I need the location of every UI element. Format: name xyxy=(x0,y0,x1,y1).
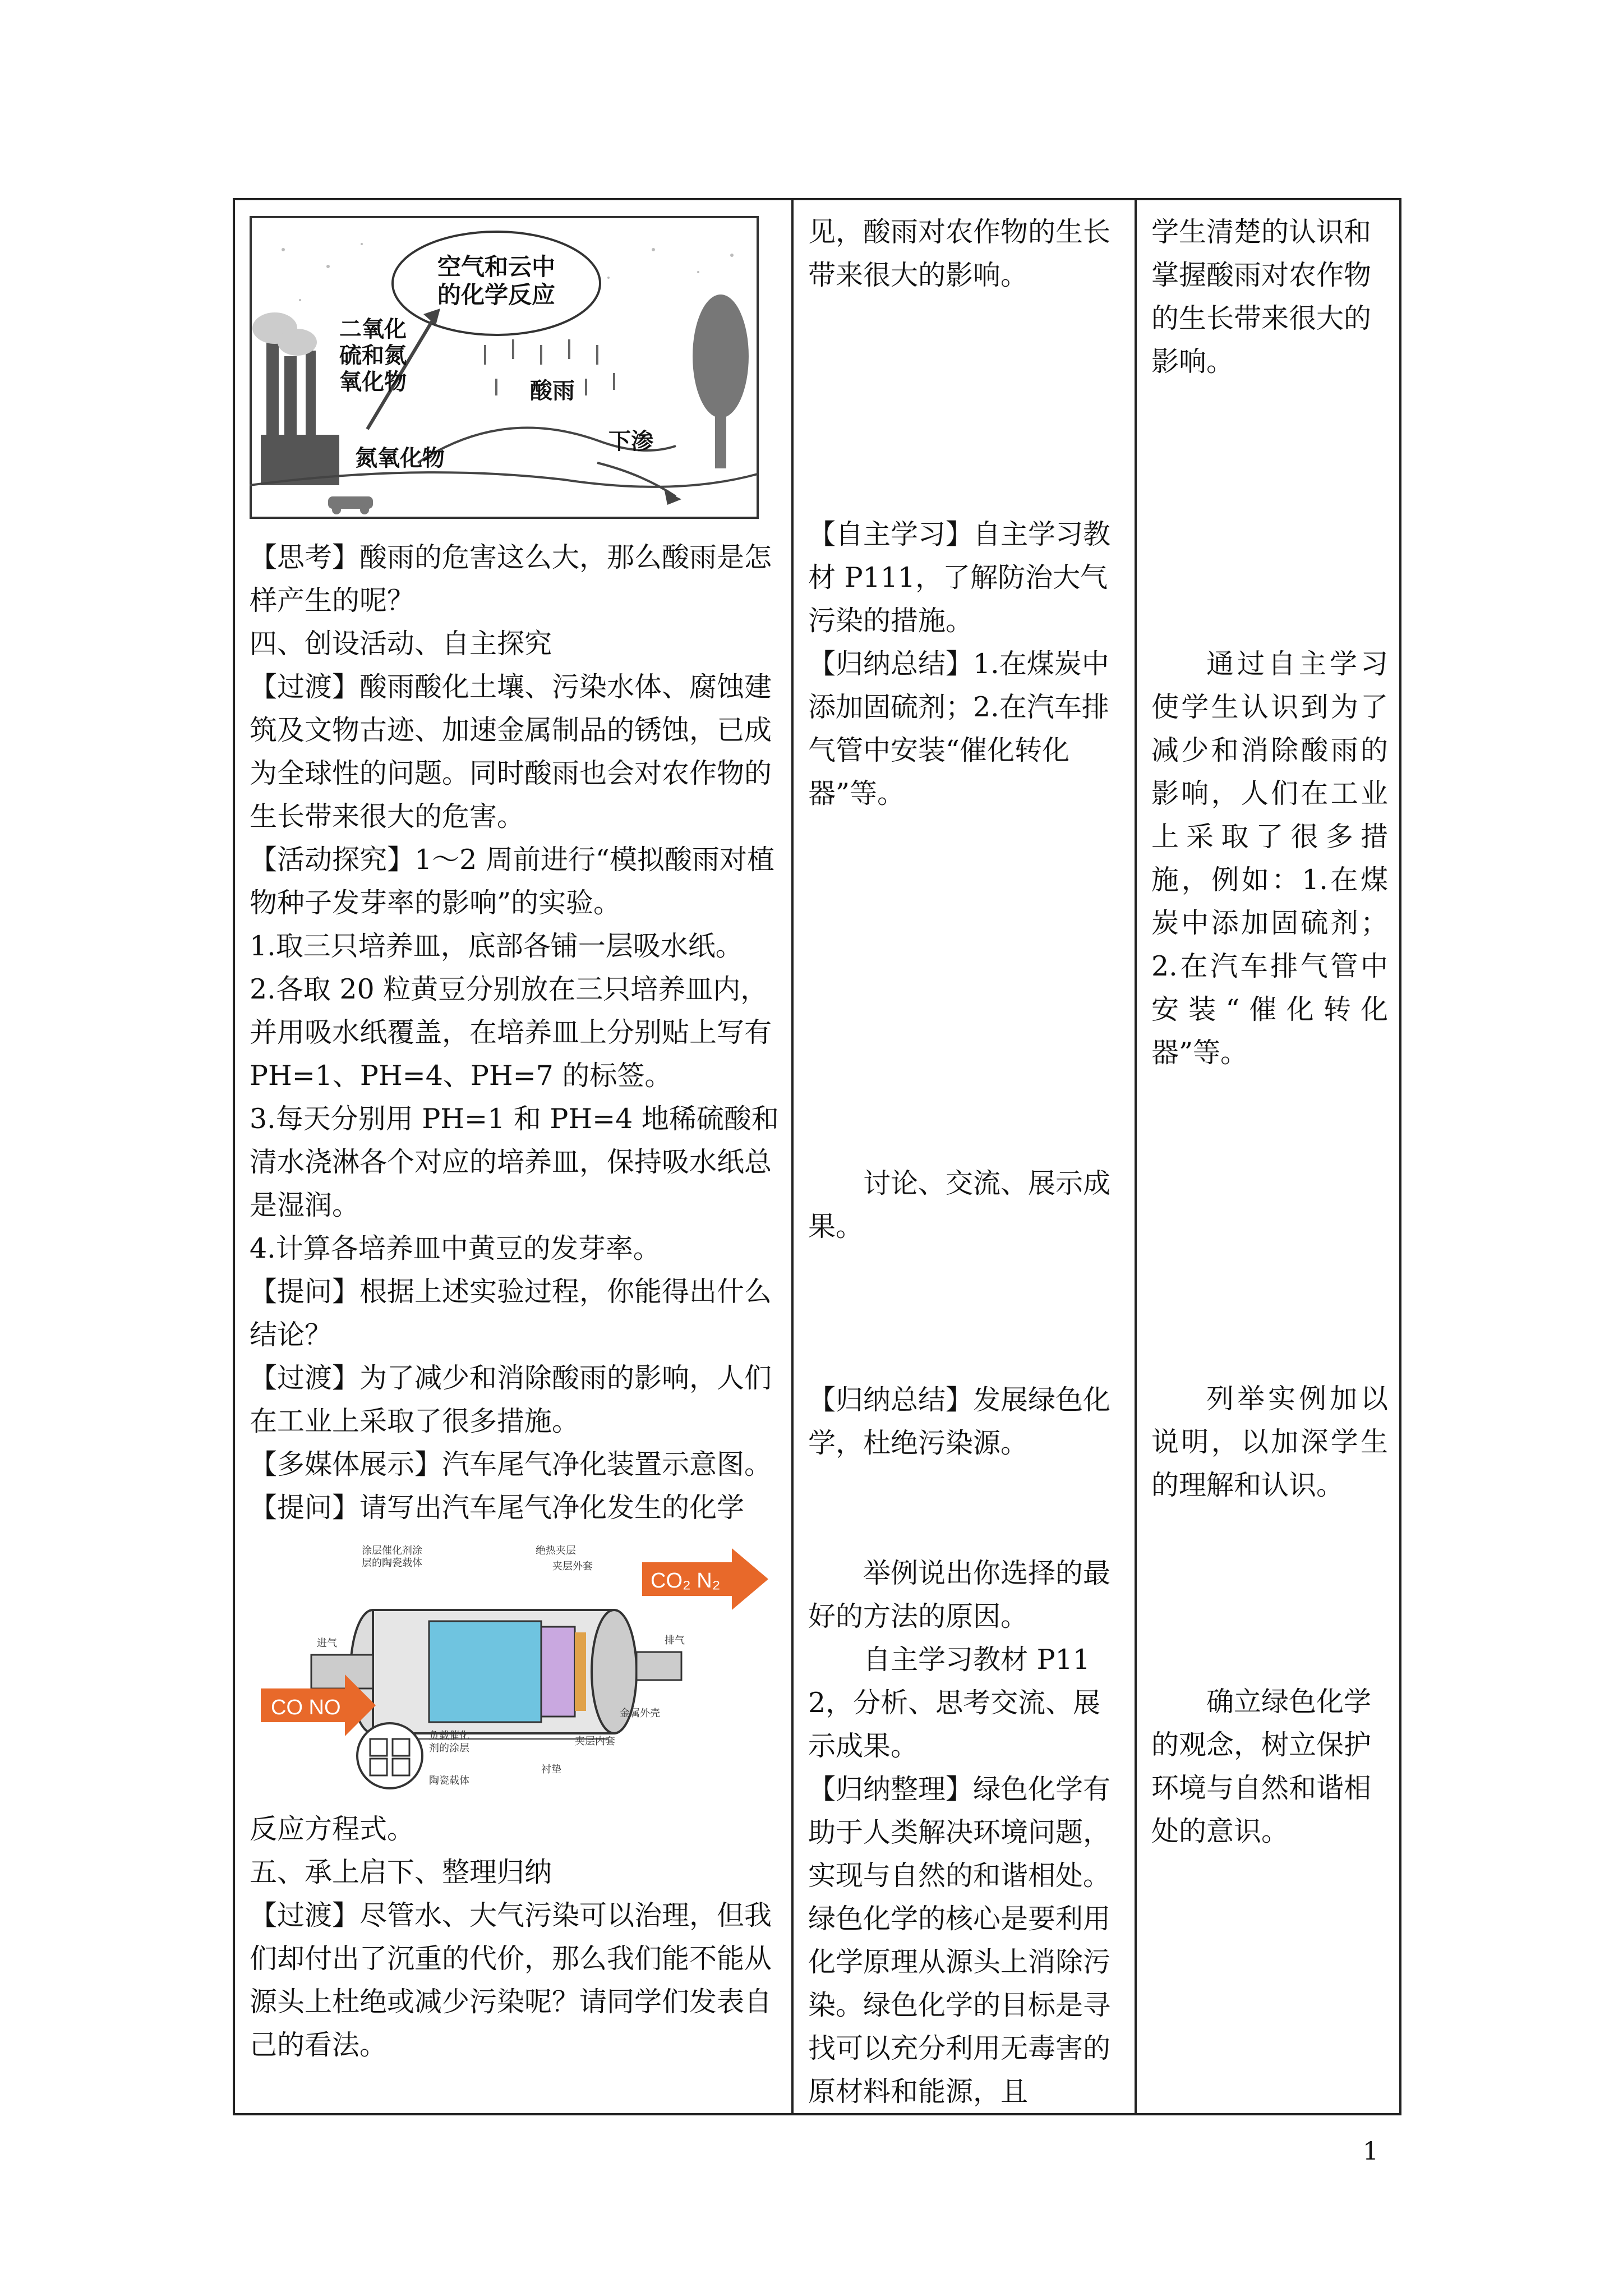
media-text: 【多媒体展示】汽车尾气净化装置示意图。 xyxy=(250,1448,772,1480)
bubble-line2: 的化学反应 xyxy=(437,281,556,309)
lesson-table xyxy=(233,198,1401,2115)
lbl-metal-shell: 金属外壳 xyxy=(620,1708,660,1719)
col3-p3: 列举实例加以说明，以加深学生的理解和认识。 xyxy=(1151,1383,1388,1501)
lbl-ceramic-carrier: 陶瓷载体 xyxy=(429,1775,469,1787)
think-text: 【思考】酸雨的危害这么大，那么酸雨是怎样产生的呢？ xyxy=(250,541,772,616)
section5-heading: 五、承上启下、整理归纳 xyxy=(250,1856,552,1888)
label-seep: 下渗 xyxy=(608,428,653,454)
transition3-text: 【过渡】尽管水、大气污染可以治理，但我们却付出了沉重的代价，那么我们能不能从源头上杜绝或减少污染呢？请同学们发表自己的看法。 xyxy=(250,1899,772,2061)
lbl-loaded-catalyst-1: 负载催化 xyxy=(429,1730,469,1742)
catalytic-converter-diagram xyxy=(261,1531,799,1795)
lbl-loaded-catalyst-2: 剂的涂层 xyxy=(429,1742,469,1754)
col3-p4: 确立绿色化学的观念，树立保护环境与自然和谐相处的意识。 xyxy=(1151,1686,1372,1847)
label-nox: 氮氧化物 xyxy=(355,445,445,471)
col2-discuss: 讨论、交流、展示成果。 xyxy=(808,1167,1111,1243)
label-so2-2: 硫和氮 xyxy=(339,342,407,369)
lbl-exhaust: 排气 xyxy=(665,1635,685,1646)
label-so2-1: 二氧化 xyxy=(339,316,407,342)
label-rain: 酸雨 xyxy=(530,378,575,404)
lbl-intake: 进气 xyxy=(317,1637,337,1649)
col2-summary1: 【归纳总结】1.在煤炭中添加固硫剂；2.在汽车排气管中安装“催化转化器”等。 xyxy=(808,648,1109,809)
student-activity-cell xyxy=(792,199,1136,2114)
step1-text: 1.取三只培养皿，底部各铺一层吸水纸。 xyxy=(250,930,743,962)
teacher-activity-cell xyxy=(234,199,792,2114)
col2-summary2: 【归纳总结】发展绿色化学，杜绝污染源。 xyxy=(808,1384,1111,1459)
inlet-gases: CO NO xyxy=(271,1696,341,1719)
transition2-text: 【过渡】为了减少和消除酸雨的影响，人们在工业上采取了很多措施。 xyxy=(250,1362,772,1437)
section4-heading: 四、创设活动、自主探究 xyxy=(250,628,552,660)
lbl-inner-jacket: 夹层内套 xyxy=(575,1736,615,1747)
activity-text: 【活动探究】1～2 周前进行“模拟酸雨对植物种子发芽率的影响”的实验。 xyxy=(250,844,774,919)
col2-examples: 举例说出你选择的最好的方法的原因。 xyxy=(808,1557,1111,1632)
lbl-outer-jacket: 夹层外套 xyxy=(552,1561,593,1572)
page-number: 1 xyxy=(1363,2137,1378,2166)
question1-text: 【提问】根据上述实验过程，你能得出什么结论？ xyxy=(250,1276,772,1351)
lbl-insulation: 绝热夹层 xyxy=(536,1545,576,1557)
col2-p1: 见，酸雨对农作物的生长带来很大的影响。 xyxy=(808,216,1111,291)
lbl-gasket: 衬垫 xyxy=(541,1764,561,1775)
transition1-text: 【过渡】酸雨酸化土壤、污染水体、腐蚀建筑及文物古迹、加速金属制品的锈蚀，已成为全球性的问题。同时酸雨也会对农作物的生长带来很大的危害。 xyxy=(250,671,772,832)
label-so2-3: 氧化物 xyxy=(339,369,407,395)
outlet-gases: CO₂ N₂ xyxy=(651,1569,721,1593)
step2-text: 2.各取 20 粒黄豆分别放在三只培养皿内，并用吸水纸覆盖，在培养皿上分别贴上写有 PH=1、PH=4、PH=7 的标签。 xyxy=(250,973,772,1092)
col2-organize: 【归纳整理】绿色化学有助于人类解决环境问题，实现与自然的和谐相处。绿色化学的核心是要利用化学原理从源头上消除污染。绿色化学的目标是寻找可以充分利用无毒害的原材料和能源，且 xyxy=(808,1773,1111,2108)
col2-self-study: 【自主学习】自主学习教材 P111，了解防治大气污染的措施。 xyxy=(808,518,1111,637)
step4-text: 4.计算各培养皿中黄豆的发芽率。 xyxy=(250,1232,661,1264)
step3-text: 3.每天分别用 PH=1 和 PH=4 地稀硫酸和清水浇淋各个对应的培养皿，保持吸水纸总是湿润。 xyxy=(250,1103,779,1221)
design-intent-cell xyxy=(1136,199,1400,2114)
acid-rain-diagram xyxy=(250,216,759,519)
question2-continued: 反应方程式。 xyxy=(250,1813,415,1845)
col3-p2: 通过自主学习使学生认识到为了减少和消除酸雨的影响，人们在工业上采取了很多措施，例如：1.在煤炭中添加固硫剂；2.在汽车排气管中安装“催化转化器”等。 xyxy=(1151,648,1388,1069)
col2-self-study2: 自主学习教材 P112，分析、思考交流、展示成果。 xyxy=(808,1644,1101,1762)
bubble-line1: 空气和云中 xyxy=(437,253,556,280)
lbl-coated-catalyst-1: 涂层催化剂涂 xyxy=(362,1545,422,1557)
question2-text: 【提问】请写出汽车尾气净化发生的化学 xyxy=(250,1492,745,1524)
col3-p1: 学生清楚的认识和掌握酸雨对农作物的生长带来很大的影响。 xyxy=(1151,216,1372,378)
lbl-coated-catalyst-2: 层的陶瓷载体 xyxy=(362,1557,422,1569)
